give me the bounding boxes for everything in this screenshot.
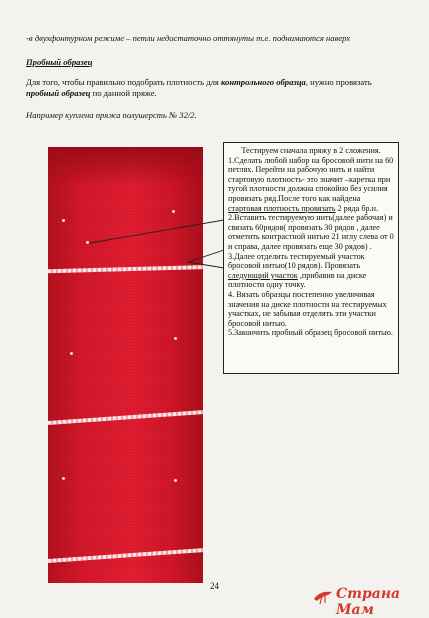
intro-text-1: Для того, чтобы правильно подобрать плотность для [26,77,222,87]
intro-bold-test-sample: пробный образец [26,88,91,98]
step-1-text: 1.Сделать любой набор на бросовой нити на 60 петлях. Перейти на рабочую нить и найти стартовую плотность- это значит –каретка при тугой плотности должна спокойно без усилия провязать ряд.После того как найдена [228,155,394,203]
example-line: Например куплена пряжа полушерсть № 32/2. [26,110,197,120]
step-3-end: ,прибавив на диске плотности одну точку. [228,270,367,290]
watermark-text: Страна Мам [336,586,401,618]
instruction-step-5: 5.Закончить пробный образец бросовой нитью. [228,328,393,338]
top-note: -в двухфонтурном режиме – петли недостаточно оттянуты т.е. поднимаются наверх [26,33,351,43]
page-number: 24 [210,581,219,591]
callout-arrow [188,250,224,262]
step-3-underlined: следующий участок [228,270,298,280]
intro-text-2: , нужно провязать [305,77,372,87]
intro-text-3: по данной пряже. [90,88,157,98]
site-watermark [308,585,428,618]
instruction-step-2: 2.Вставить тестируемую нить(далее рабочая) и связать 60рядов( провязать 30 рядов , далее отметить контрастной нитью 21 иглу слева от 0 и справа, далее провязать еще 30 рядов) . [228,213,394,251]
instruction-intro: Тестируем сначала пряжу в 2 сложения. [241,146,381,155]
callout-arrow [188,262,224,268]
stork-logo-icon [312,587,334,605]
intro-bold-control-sample: контрольного образца [221,77,306,87]
section-title: Пробный образец [26,57,93,67]
callout-arrow [90,220,224,243]
instruction-step-4: 4. Вязать образцы постепенно увеличивая значения на диске плотности на тестируемых участках, не забывая отделять эти участки бросовой нитью. [228,289,387,328]
step-1-end: 2 ряда бр.н. [335,203,379,213]
step-3-text: 3.Далее отделить тестируемый участок бросовой нитью(10 рядов). Провязать [228,251,365,271]
step-1-underlined: стартовая плотность провязать [228,203,336,213]
